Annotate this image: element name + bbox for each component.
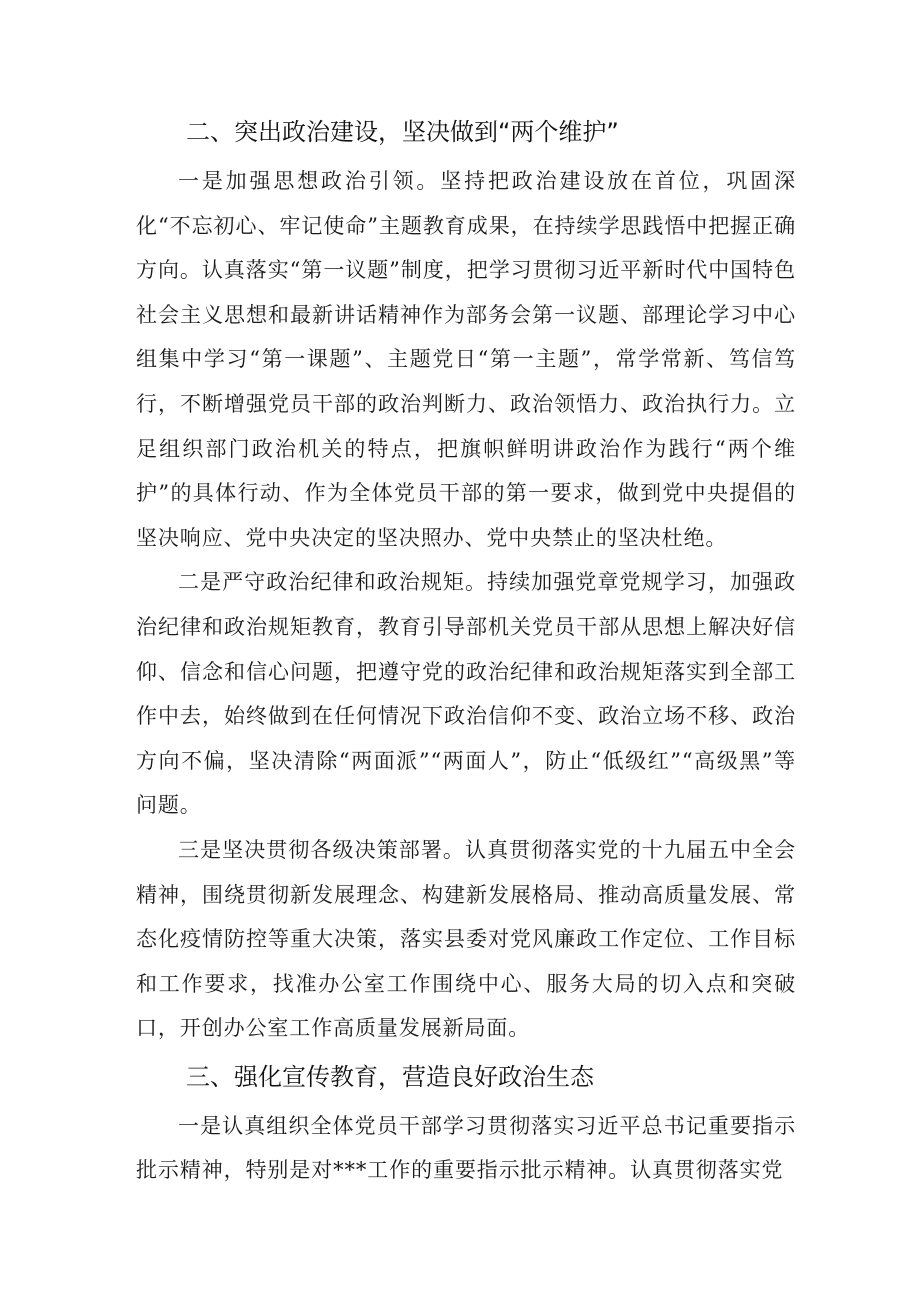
section-2-heading: 二、突出政治建设，坚决做到“两个维护” xyxy=(186,118,619,146)
section-3-heading: 三、强化宣传教育，营造良好政治生态 xyxy=(186,1062,594,1091)
section-2-paragraph-2: 二是严守政治纪律和政治规矩。持续加强党章党规学习，加强政治纪律和政治规矩教育，教育引导部机关党员干部从思想上解决好信仰、信念和信心问题，把遵守党的政治纪律和政治规矩落实到全部工作中去，始终做到在任何情况下政治信仰不变、政治立场不移、政治方向不偏，坚决清除“两面派”“两面人”，防止“低级红”“高级黑”等问题。 xyxy=(136,570,796,818)
document-body xyxy=(136,106,796,1193)
section-2-paragraph-1: 一是加强思想政治引领。坚持把政治建设放在首位，巩固深化“不忘初心、牢记使命”主题教育成果，在持续学思践悟中把握正确方向。认真落实“第一议题”制度，把学习贯彻习近平新时代中国特色社会主义思想和最新讲话精神作为部务会第一议题、部理论学习中心组集中学习“第一课题”、主题党日“第一主题”，常学常新、笃信笃行，不断增强党员干部的政治判断力、政治领悟力、政治执行力。立足组织部门政治机关的特点，把旗帜鲜明讲政治作为践行“两个维护”的具体行动、作为全体党员干部的第一要求，做到党中央提倡的坚决响应、党中央决定的坚决照办、党中央禁止的坚决杜绝。 xyxy=(136,169,796,550)
section-3-paragraph-1: 一是认真组织全体党员干部学习贯彻落实习近平总书记重要指示批示精神，特别是对***工作的重要指示批示精神。认真贯彻落实党 xyxy=(136,1113,796,1183)
section-2-paragraph-3: 三是坚决贯彻各级决策部署。认真贯彻落实党的十九届五中全会精神，围绕贯彻新发展理念、构建新发展格局、推动高质量发展、常态化疫情防控等重大决策，落实县委对党风廉政工作定位、工作目标和工作要求，找准办公室工作围绕中心、服务大局的切入点和突破口，开创办公室工作高质量发展新局面。 xyxy=(136,837,796,1041)
